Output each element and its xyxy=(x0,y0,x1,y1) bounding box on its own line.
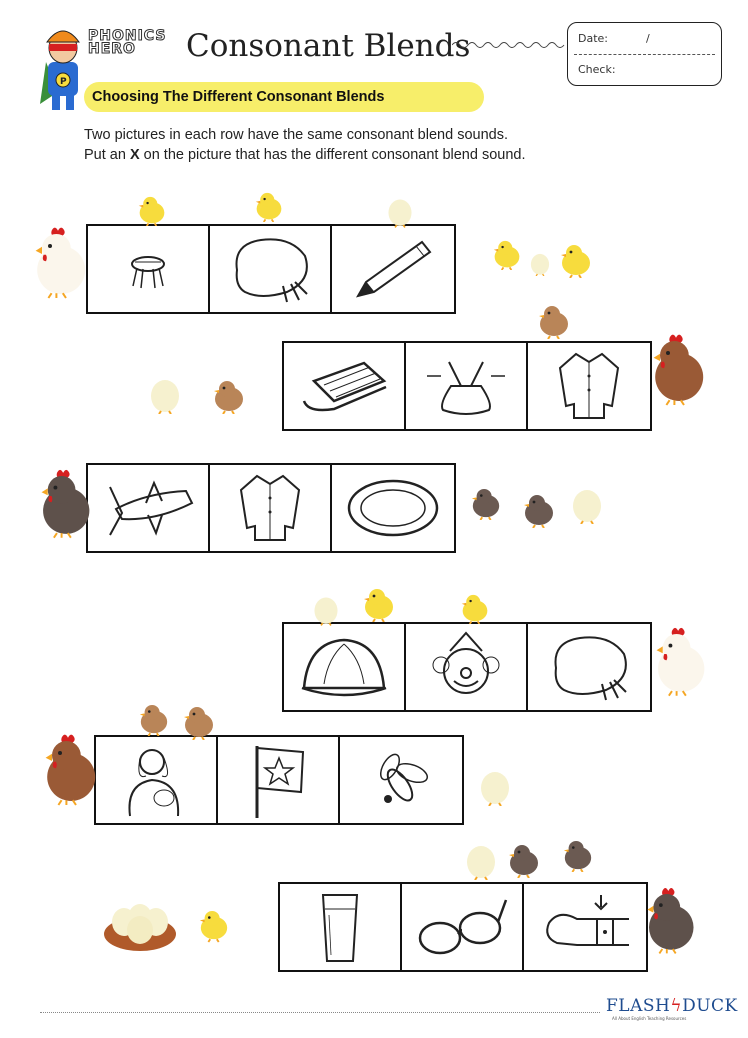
picture-cell-blouse[interactable] xyxy=(528,343,650,429)
logo-tagline: All About English Teaching Resources xyxy=(612,1016,687,1021)
chick-icon xyxy=(559,244,593,278)
picture-cell-cloud[interactable] xyxy=(528,624,650,710)
instruction-prefix: Put an xyxy=(84,147,130,163)
cloud-picture xyxy=(544,628,634,706)
footer-divider xyxy=(40,1012,600,1013)
flashduck-logo xyxy=(606,996,738,1021)
plate-picture xyxy=(343,475,443,541)
wavy-divider xyxy=(452,38,567,52)
hen-icon xyxy=(44,728,100,810)
instruction-line-1: Two pictures in each row have the same consonant blend sounds. xyxy=(84,127,508,143)
sleep-picture xyxy=(116,740,196,820)
egg-chick-icon xyxy=(386,194,414,228)
hen-icon xyxy=(40,462,94,544)
brand-logo xyxy=(88,30,166,56)
egg-chick-icon xyxy=(464,840,498,880)
pencil-picture xyxy=(348,234,438,304)
chick-icon xyxy=(137,196,167,226)
hen-icon xyxy=(652,328,708,410)
star-flag-picture xyxy=(243,740,313,820)
picture-cell-glasses[interactable] xyxy=(402,884,524,970)
picture-cell-plane[interactable] xyxy=(88,465,210,551)
flea-picture xyxy=(123,244,173,294)
sled-picture xyxy=(294,351,394,421)
subtitle-banner xyxy=(84,82,484,112)
chick-icon xyxy=(362,588,396,622)
bolt-icon: ϟ xyxy=(670,996,683,1016)
glasses-picture xyxy=(414,894,510,960)
picture-cell-fly[interactable] xyxy=(340,737,462,823)
subtitle: Choosing The Different Consonant Blends xyxy=(92,89,385,105)
hatching-chick-icon xyxy=(492,240,522,270)
eggshell-icon xyxy=(528,250,552,276)
picture-cell-clam[interactable] xyxy=(284,624,406,710)
picture-cell-cloud[interactable] xyxy=(210,226,332,312)
logo-left: FLASH xyxy=(606,996,671,1016)
chick-icon xyxy=(522,494,556,528)
picture-cell-glass[interactable] xyxy=(280,884,402,970)
chick-icon xyxy=(212,380,246,414)
chick-icon xyxy=(470,488,502,520)
picture-cell-blouse[interactable] xyxy=(210,465,332,551)
chick-icon xyxy=(537,305,571,339)
date-check-box xyxy=(567,22,722,86)
egg-chick-icon xyxy=(148,374,182,414)
cuff-picture xyxy=(537,889,633,965)
brand-line1: PHONICS xyxy=(88,28,167,44)
brand-line2: HERO xyxy=(88,41,136,57)
date-label: Date: xyxy=(578,32,608,45)
date-check-divider xyxy=(574,54,715,55)
blouse-picture xyxy=(554,348,624,424)
egg-chick-icon xyxy=(478,766,512,806)
egg-nest-icon xyxy=(102,896,178,952)
dress-picture xyxy=(421,348,511,424)
worksheet-title: Consonant Blends xyxy=(186,28,471,64)
picture-cell-cuff[interactable] xyxy=(524,884,646,970)
clown-picture xyxy=(426,627,506,707)
chick-icon xyxy=(507,844,541,878)
check-label: Check: xyxy=(578,63,616,76)
hatching-chick-icon xyxy=(198,906,230,946)
date-separator: / xyxy=(646,32,650,45)
picture-cell-sled[interactable] xyxy=(284,343,406,429)
logo-right: DUCK xyxy=(682,996,738,1016)
instruction-x-mark: X xyxy=(129,147,140,163)
hen-icon xyxy=(655,620,709,702)
chick-icon xyxy=(562,840,594,872)
egg-chick-icon xyxy=(312,592,340,626)
picture-cell-plate[interactable] xyxy=(332,465,454,551)
chick-icon xyxy=(254,192,284,222)
picture-cell-pencil[interactable] xyxy=(332,226,454,312)
picture-row-1 xyxy=(86,224,456,314)
instruction-line-2 xyxy=(84,145,526,165)
picture-cell-clown[interactable] xyxy=(406,624,528,710)
picture-row-2 xyxy=(282,341,652,431)
picture-cell-dress[interactable] xyxy=(406,343,528,429)
picture-row-5 xyxy=(94,735,464,825)
instructions xyxy=(84,125,526,165)
chick-icon xyxy=(138,704,170,736)
clam-picture xyxy=(294,632,394,702)
egg-chick-icon xyxy=(570,484,604,524)
picture-cell-sleep[interactable] xyxy=(96,737,218,823)
picture-row-6 xyxy=(278,882,648,972)
instruction-suffix: on the picture that has the different consonant blend sound. xyxy=(139,147,526,163)
plane-picture xyxy=(96,473,200,543)
glass-picture xyxy=(315,889,365,965)
chick-icon xyxy=(182,706,216,740)
hen-icon xyxy=(646,880,698,960)
picture-cell-flea[interactable] xyxy=(88,226,210,312)
picture-cell-star[interactable] xyxy=(218,737,340,823)
blouse-picture xyxy=(235,470,305,546)
picture-row-3 xyxy=(86,463,456,553)
picture-row-4 xyxy=(282,622,652,712)
phonics-hero-mascot xyxy=(38,22,88,114)
cloud-picture xyxy=(225,230,315,308)
svg-text:P: P xyxy=(60,77,67,87)
hen-icon xyxy=(34,222,90,302)
chick-icon xyxy=(460,594,490,624)
fly-picture xyxy=(366,745,436,815)
